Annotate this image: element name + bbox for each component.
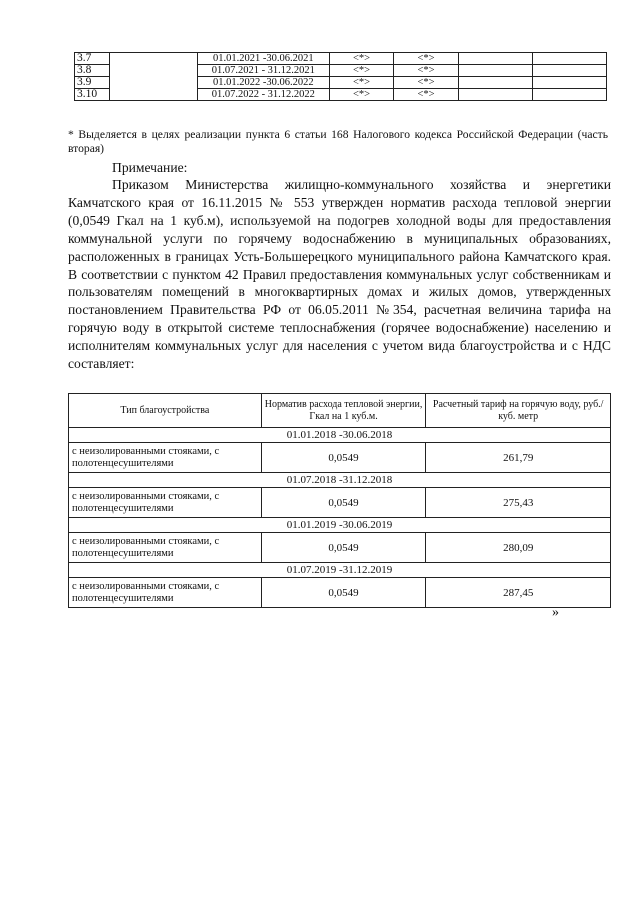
norm-cell: 0,0549 — [261, 443, 426, 473]
table-row — [69, 488, 611, 518]
table-header-row — [69, 394, 611, 428]
period-label: 01.01.2019 -30.06.2019 — [69, 518, 611, 533]
period-row — [69, 473, 611, 488]
table-row — [69, 578, 611, 608]
period-cell: 01.01.2022 -30.06.2022 — [197, 77, 329, 89]
column-header-norm: Норматив расхода тепловой энергии, Гкал на 1 куб.м. — [261, 394, 426, 428]
hot-water-tariff-table — [68, 393, 611, 608]
period-row — [69, 428, 611, 443]
empty-cell — [532, 53, 606, 65]
empty-cell — [458, 77, 532, 89]
vat-mark-cell: <*> — [329, 89, 393, 101]
table-row — [69, 443, 611, 473]
vat-mark-cell: <*> — [394, 77, 458, 89]
period-label: 01.01.2018 -30.06.2018 — [69, 428, 611, 443]
norm-cell: 0,0549 — [261, 533, 426, 563]
note-title: Примечание: — [112, 160, 188, 175]
period-label: 01.07.2019 -31.12.2019 — [69, 563, 611, 578]
norm-cell: 0,0549 — [261, 488, 426, 518]
vat-mark-cell: <*> — [329, 77, 393, 89]
period-row — [69, 563, 611, 578]
empty-cell — [532, 65, 606, 77]
amenity-type-cell: с неизолированными стояками, с полотенцесушителями — [69, 488, 262, 518]
closing-quote-mark: » — [552, 605, 559, 620]
note-body-text — [68, 176, 611, 373]
row-number: 3.9 — [75, 77, 110, 89]
period-label: 01.07.2018 -31.12.2018 — [69, 473, 611, 488]
amenity-type-cell: с неизолированными стояками, с полотенцесушителями — [69, 533, 262, 563]
note-paragraph: Приказом Министерства жилищно-коммунального хозяйства и энергетики Камчатского края от 16.11.2015 № 553 утвержден норматив расхода тепловой энергии (0,0549 Гкал на 1 куб.м), используемой на подогрев холодной воды для предоставления коммунальной услуги по горячему водоснабжению в муниципальных образованиях, расположенных в границах Усть-Большерецкого муниципального района Камчатского края. В соответствии с пунктом 42 Правил предоставления коммунальных услуг собственникам и пользователям помещений в многоквартирных домах и жилых домов, утвержденных постановлением Правительства РФ от 06.05.2011 №354, расчетная величина тарифа на горячую воду в открытой системе теплоснабжения (горячее водоснабжение) населению и исполнителям коммунальных услуг для населения с учетом вида благоустройства и с НДС составляет: — [68, 177, 611, 372]
period-cell: 01.01.2021 -30.06.2021 — [197, 53, 329, 65]
empty-cell — [458, 53, 532, 65]
amenity-type-cell: с неизолированными стояками, с полотенцесушителями — [69, 578, 262, 608]
empty-cell — [458, 89, 532, 101]
amenity-type-cell: с неизолированными стояками, с полотенцесушителями — [69, 443, 262, 473]
empty-cell — [532, 89, 606, 101]
table-row — [75, 53, 607, 65]
vat-mark-cell: <*> — [329, 65, 393, 77]
table-row — [69, 533, 611, 563]
vat-mark-cell: <*> — [394, 53, 458, 65]
tariff-cell: 275,43 — [426, 488, 611, 518]
row-number: 3.10 — [75, 89, 110, 101]
period-cell: 01.07.2021 - 31.12.2021 — [197, 65, 329, 77]
norm-cell: 0,0549 — [261, 578, 426, 608]
vat-footnote: * Выделяется в целях реализации пункта 6 статьи 168 Налогового кодекса Российской Федерации (часть вторая) — [68, 128, 608, 155]
vat-mark-cell: <*> — [394, 89, 458, 101]
row-number: 3.7 — [75, 53, 110, 65]
column-header-tariff: Расчетный тариф на горячую воду, руб./куб. метр — [426, 394, 611, 428]
empty-cell — [532, 77, 606, 89]
top-tariff-table — [74, 52, 607, 101]
empty-cell — [458, 65, 532, 77]
tariff-cell: 287,45 — [426, 578, 611, 608]
vat-mark-cell: <*> — [329, 53, 393, 65]
column-header-type: Тип благоустройства — [69, 394, 262, 428]
row-number: 3.8 — [75, 65, 110, 77]
period-cell: 01.07.2022 - 31.12.2022 — [197, 89, 329, 101]
tariff-cell: 280,09 — [426, 533, 611, 563]
period-row — [69, 518, 611, 533]
vat-mark-cell: <*> — [394, 65, 458, 77]
merged-blank-cell — [109, 53, 197, 101]
tariff-cell: 261,79 — [426, 443, 611, 473]
